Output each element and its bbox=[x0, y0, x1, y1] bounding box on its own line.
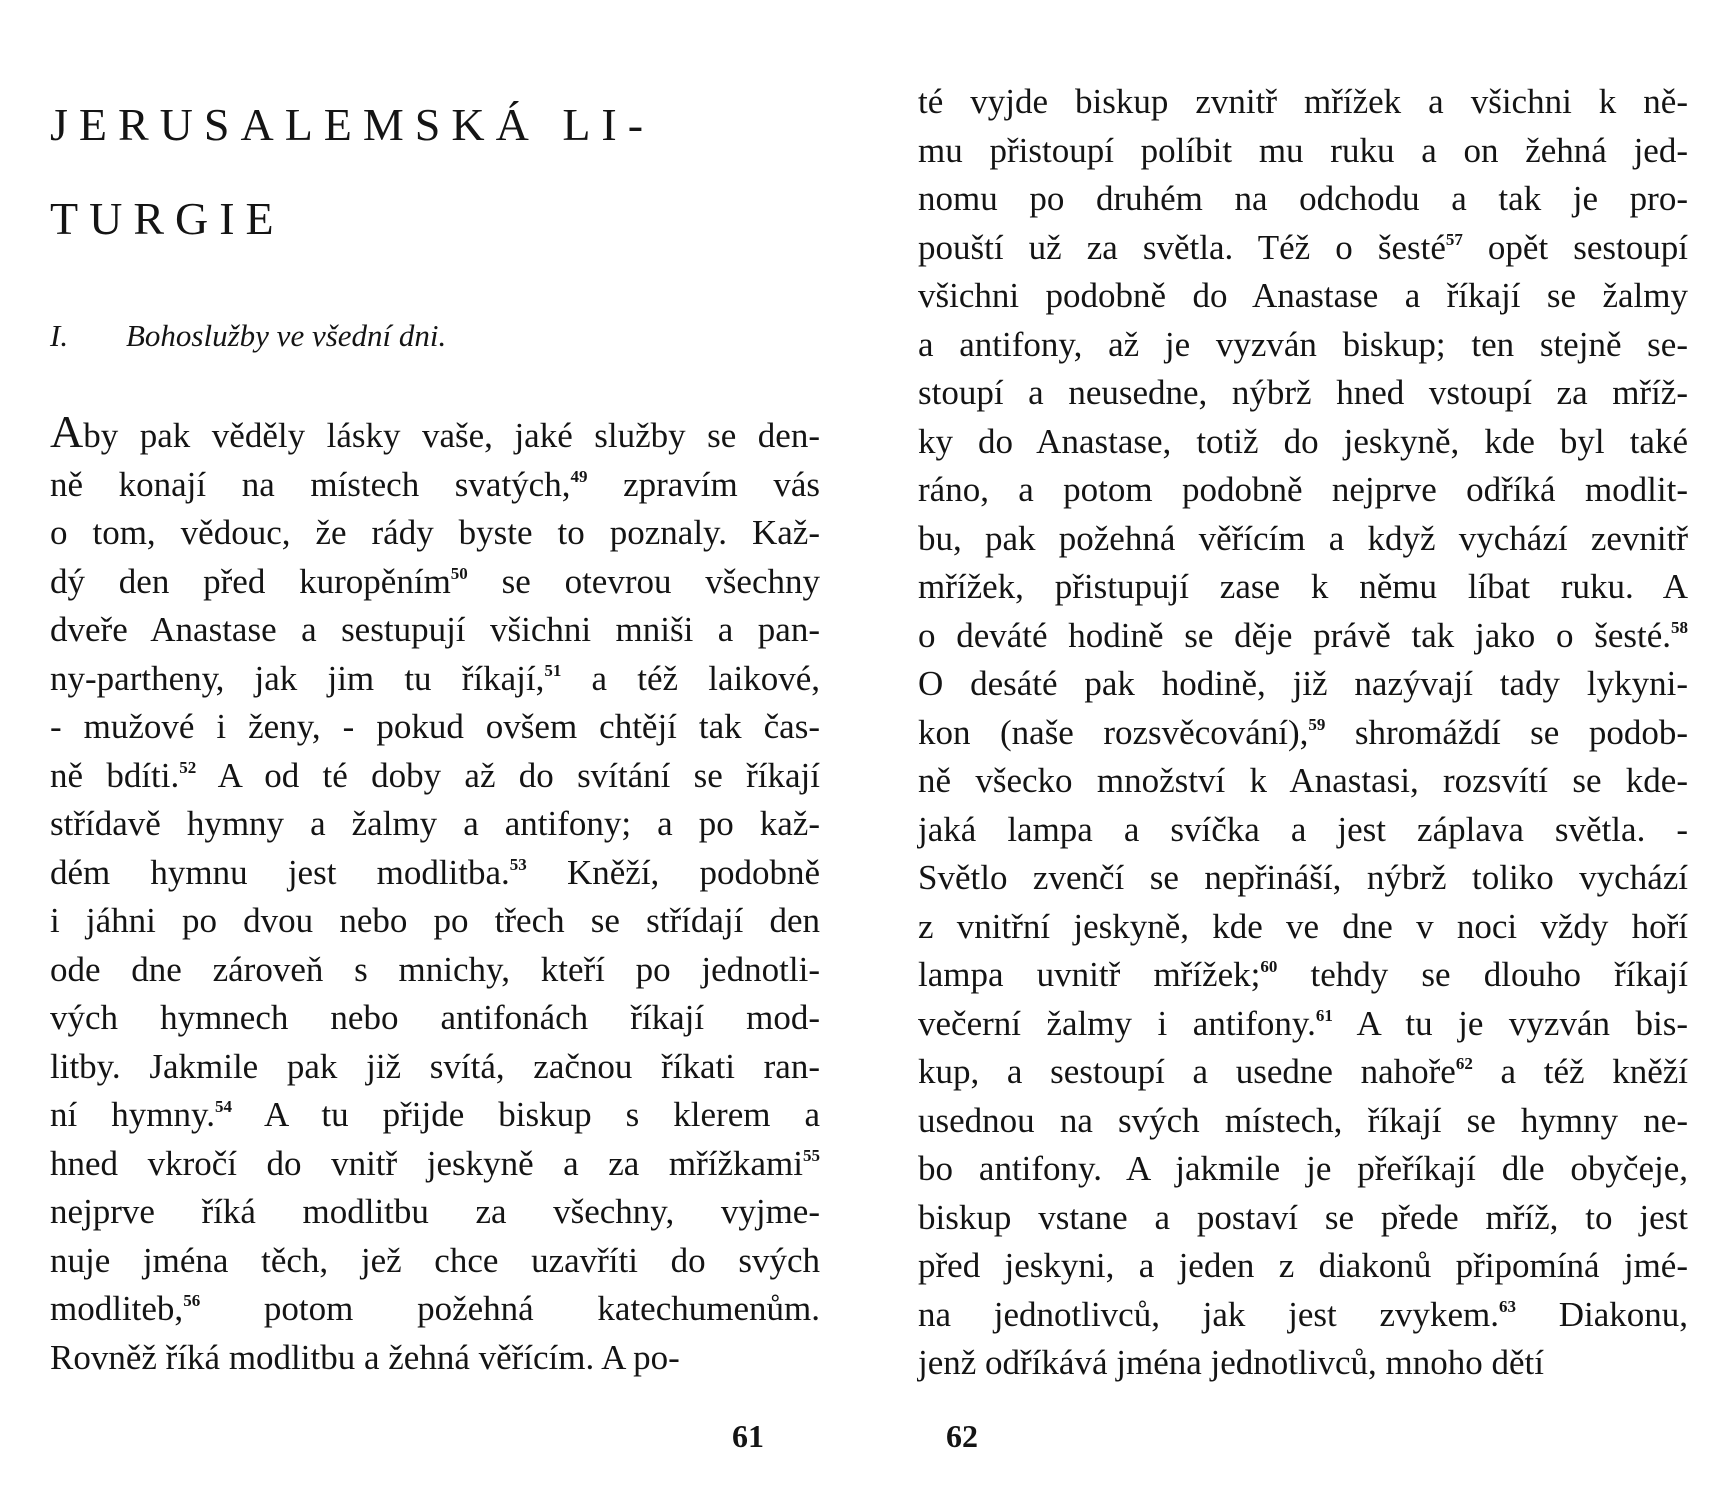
text-line: modliteb,$^{56}$ potom požehná katechumenům. bbox=[50, 1289, 820, 1328]
text-line: i jáhni po dvou nebo po třech se střídají den bbox=[50, 901, 820, 940]
text-line: bo antifony. A jakmile je přeříkají dle obyčeje, bbox=[918, 1149, 1688, 1188]
text-line: z vnitřní jeskyně, kde ve dne v noci vždy hoří bbox=[918, 906, 1688, 946]
text-line: mu přistoupí políbit mu ruku a on žehná jed- bbox=[918, 130, 1688, 170]
text-line: Aby pak věděly lásky vaše, jaké služby se den- bbox=[50, 406, 820, 457]
text-line: litby. Jakmile pak již svítá, začnou říkati ran- bbox=[50, 1046, 820, 1086]
text-line: - mužové i ženy, - pokud ovšem chtějí tak čas- bbox=[50, 707, 820, 746]
text-line: před jeskyni, a jeden z diakonů připomíná jmé- bbox=[918, 1246, 1688, 1285]
text-line: usednou na svých místech, říkají se hymny ne- bbox=[918, 1100, 1688, 1140]
title-line: TURGIE bbox=[50, 193, 285, 244]
text-line: ráno, a potom podobně nejprve odříká modlit- bbox=[918, 470, 1688, 509]
right-body-text bbox=[918, 78, 1688, 1388]
text-line: ní hymny.$^{54}$ A tu přijde biskup s klerem a bbox=[50, 1095, 820, 1134]
text-line: dém hymnu jest modlitba.$^{53}$ Kněží, podobně bbox=[50, 852, 820, 892]
footnote-marker: 55 bbox=[803, 1145, 820, 1165]
page-number-left: 61 bbox=[732, 1418, 764, 1454]
text-line: nomu po druhém na odchodu a tak je pro- bbox=[918, 179, 1688, 218]
footnote-marker: 57 bbox=[1445, 229, 1463, 249]
text-line: všichni podobně do Anastase a říkají se žalmy bbox=[918, 276, 1688, 315]
text-line: večerní žalmy i antifony.$^{61}$ A tu je vyzván bis- bbox=[918, 1003, 1689, 1043]
text-line: té vyjde biskup zvnitř mřížek a všichni k ně- bbox=[918, 82, 1688, 121]
text-line: lampa uvnitř mřížek;$^{60}$ tehdy se dlouho říkají bbox=[918, 955, 1688, 994]
text-line: ně bdíti.$^{52}$ A od té doby až do svítání se říkají bbox=[50, 755, 820, 795]
section-number: I. bbox=[50, 318, 69, 353]
left-page bbox=[50, 0, 820, 1500]
footnote-marker: 61 bbox=[1315, 1005, 1333, 1025]
section-heading bbox=[50, 318, 820, 354]
footnote-marker: 60 bbox=[1260, 957, 1278, 976]
left-body-text bbox=[50, 406, 820, 1382]
text-line: dveře Anastase a sestupují všichni mniši a pan- bbox=[50, 610, 820, 649]
text-line: pouští už za světla. Též o šesté$^{57}$ opět sestoupí bbox=[918, 227, 1688, 267]
text-line: O desáté pak hodině, již nazývají tady lykyni- bbox=[918, 664, 1688, 703]
text-line: hned vkročí do vnitř jeskyně a za mřížkami$^{55}$ bbox=[50, 1143, 820, 1183]
footnote-marker: 62 bbox=[1455, 1054, 1473, 1073]
text-line: ně všecko množství k Anastasi, rozsvítí se kde- bbox=[918, 761, 1688, 800]
footnote-marker: 52 bbox=[179, 757, 197, 777]
text-line: na jednotlivců, jak jest zvykem.$^{63}$ Diakonu, bbox=[918, 1294, 1688, 1334]
footnote-marker: 51 bbox=[544, 660, 562, 680]
footnote-marker: 56 bbox=[183, 1291, 201, 1310]
text-line: biskup vstane a postaví se přede mříž, to jest bbox=[918, 1197, 1688, 1237]
text-line: o tom, vědouc, že rády byste to poznaly. Kaž- bbox=[50, 513, 820, 552]
drop-cap: A bbox=[50, 406, 84, 457]
chapter-title bbox=[50, 78, 820, 266]
footnote-marker: 49 bbox=[570, 466, 588, 486]
text-line: ny-parthenу, jak jim tu říkají,$^{51}$ a též laikové, bbox=[50, 658, 820, 698]
text-line: stoupí a neusedne, nýbrž hned vstoupí za mříž- bbox=[918, 373, 1688, 412]
text-line: ně konají na místech svatých,$^{49}$ zpravím vás bbox=[50, 464, 820, 504]
text-line: dý den před kuropěním$^{50}$ se otevrou všechny bbox=[50, 561, 820, 601]
text-line: kup, a sestoupí a usedne nahoře$^{62}$ a též kněží bbox=[918, 1052, 1688, 1091]
text-line: vých hymnech nebo antifonách říkají mod- bbox=[50, 998, 820, 1037]
footnote-marker: 50 bbox=[450, 563, 468, 583]
text-line: mřížek, přistupují zase k němu líbat ruku. A bbox=[918, 567, 1688, 606]
text-line: ky do Anastase, totiž do jeskyně, kde byl také bbox=[918, 421, 1688, 461]
text-line: bu, pak požehná věřícím a když vychází zevnitř bbox=[918, 518, 1688, 558]
footnote-marker: 53 bbox=[509, 854, 527, 874]
footnote-marker: 58 bbox=[1671, 617, 1688, 637]
text-line: kon (naše rozsvěcování),$^{59}$ shromáždí se podob- bbox=[918, 712, 1688, 752]
text-line: jenž odříkává jména jednotlivců, mnoho dětí bbox=[918, 1343, 1544, 1382]
footnote-marker: 54 bbox=[214, 1097, 232, 1116]
text-line: střídavě hymny a žalmy a antifony; a po kaž- bbox=[50, 804, 820, 843]
section-title: Bohoslužby ve všední dni. bbox=[126, 318, 447, 353]
text-line: jaká lampa a svíčka a jest záplava světla. - bbox=[918, 809, 1688, 849]
text-line: nejprve říká modlitbu za všechny, vyjme- bbox=[50, 1192, 820, 1231]
text-line: o deváté hodině se děje právě tak jako o šesté.$^{58}$ bbox=[918, 615, 1688, 655]
text-line: Světlo zvenčí se nepřináší, nýbrž toliko vychází bbox=[918, 858, 1688, 897]
footnote-marker: 59 bbox=[1308, 714, 1326, 734]
page-number-right: 62 bbox=[946, 1418, 978, 1454]
footnote-marker: 63 bbox=[1499, 1296, 1516, 1316]
text-line: nuje jména těch, jež chce uzavříti do svých bbox=[50, 1240, 820, 1280]
text-line: a antifony, až je vyzván biskup; ten stejně se- bbox=[918, 324, 1688, 364]
text-line: Rovněž říká modlitbu a žehná věřícím. A po- bbox=[50, 1337, 680, 1377]
title-line: JERUSALEMSKÁ LI- bbox=[50, 99, 655, 150]
text-line: ode dne zároveň s mnichy, kteří po jednotli- bbox=[50, 949, 820, 989]
right-page bbox=[918, 0, 1688, 1500]
